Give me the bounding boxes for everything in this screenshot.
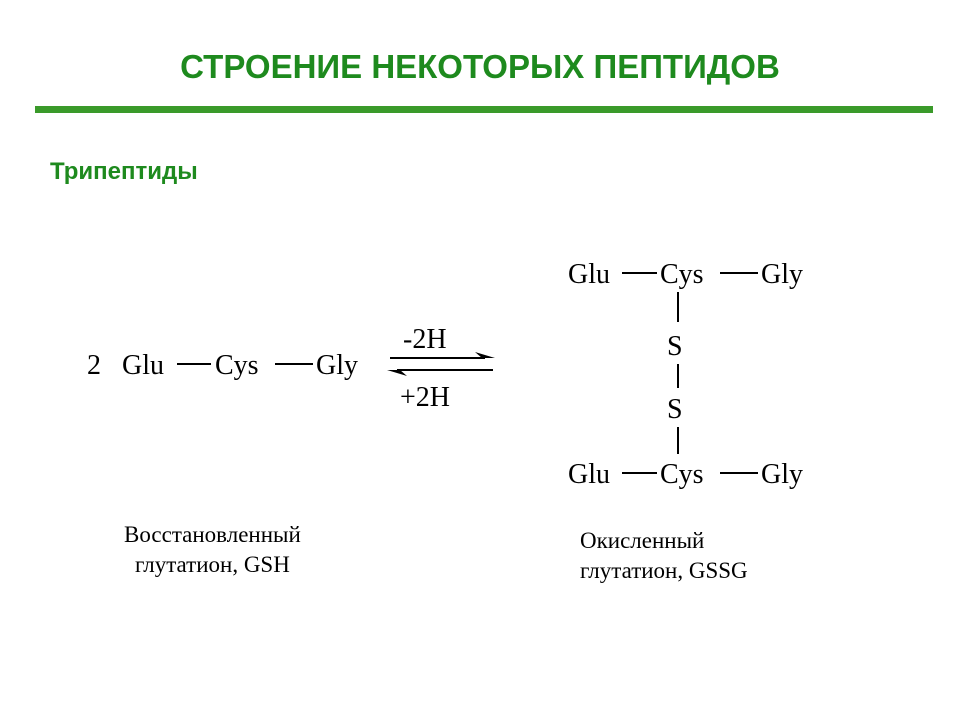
- oxidized-caption: [580, 526, 748, 586]
- reduced-caption-line1: Восстановленный: [124, 522, 301, 547]
- stoichiometric-coefficient: 2: [87, 350, 101, 381]
- sulfur-atom: S: [667, 331, 683, 362]
- thiol-bond: [677, 427, 679, 454]
- reduced-caption-line2: глутатион, GSH: [134, 552, 290, 577]
- glu-residue: Glu: [568, 259, 610, 290]
- cys-residue: Cys: [660, 459, 704, 490]
- sulfur-atom: S: [667, 394, 683, 425]
- title-divider: [35, 106, 933, 113]
- gly-residue: Gly: [761, 259, 803, 290]
- disulfide-bond: [677, 364, 679, 388]
- glu-residue: Glu: [122, 350, 164, 381]
- peptide-bond: [275, 363, 313, 365]
- peptide-bond: [622, 472, 657, 474]
- reverse-reaction-label: +2H: [400, 382, 451, 413]
- cys-residue: Cys: [660, 259, 704, 290]
- gly-residue: Gly: [316, 350, 358, 381]
- slide-title: СТРОЕНИЕ НЕКОТОРЫХ ПЕПТИДОВ: [180, 48, 780, 85]
- glu-residue: Glu: [568, 459, 610, 490]
- oxidized-caption-line1: Окисленный: [580, 528, 705, 553]
- peptide-bond: [720, 472, 758, 474]
- oxidized-caption-line2: глутатион, GSSG: [580, 558, 748, 583]
- thiol-bond: [677, 292, 679, 322]
- reduced-caption: [124, 520, 301, 580]
- cys-residue: Cys: [215, 350, 259, 381]
- peptide-bond: [720, 272, 758, 274]
- gly-residue: Gly: [761, 459, 803, 490]
- peptide-bond: [622, 272, 657, 274]
- forward-reaction-label: -2H: [403, 324, 447, 355]
- section-subtitle: Трипептиды: [50, 158, 198, 185]
- equilibrium-arrows-icon: [385, 345, 500, 380]
- peptide-bond: [177, 363, 211, 365]
